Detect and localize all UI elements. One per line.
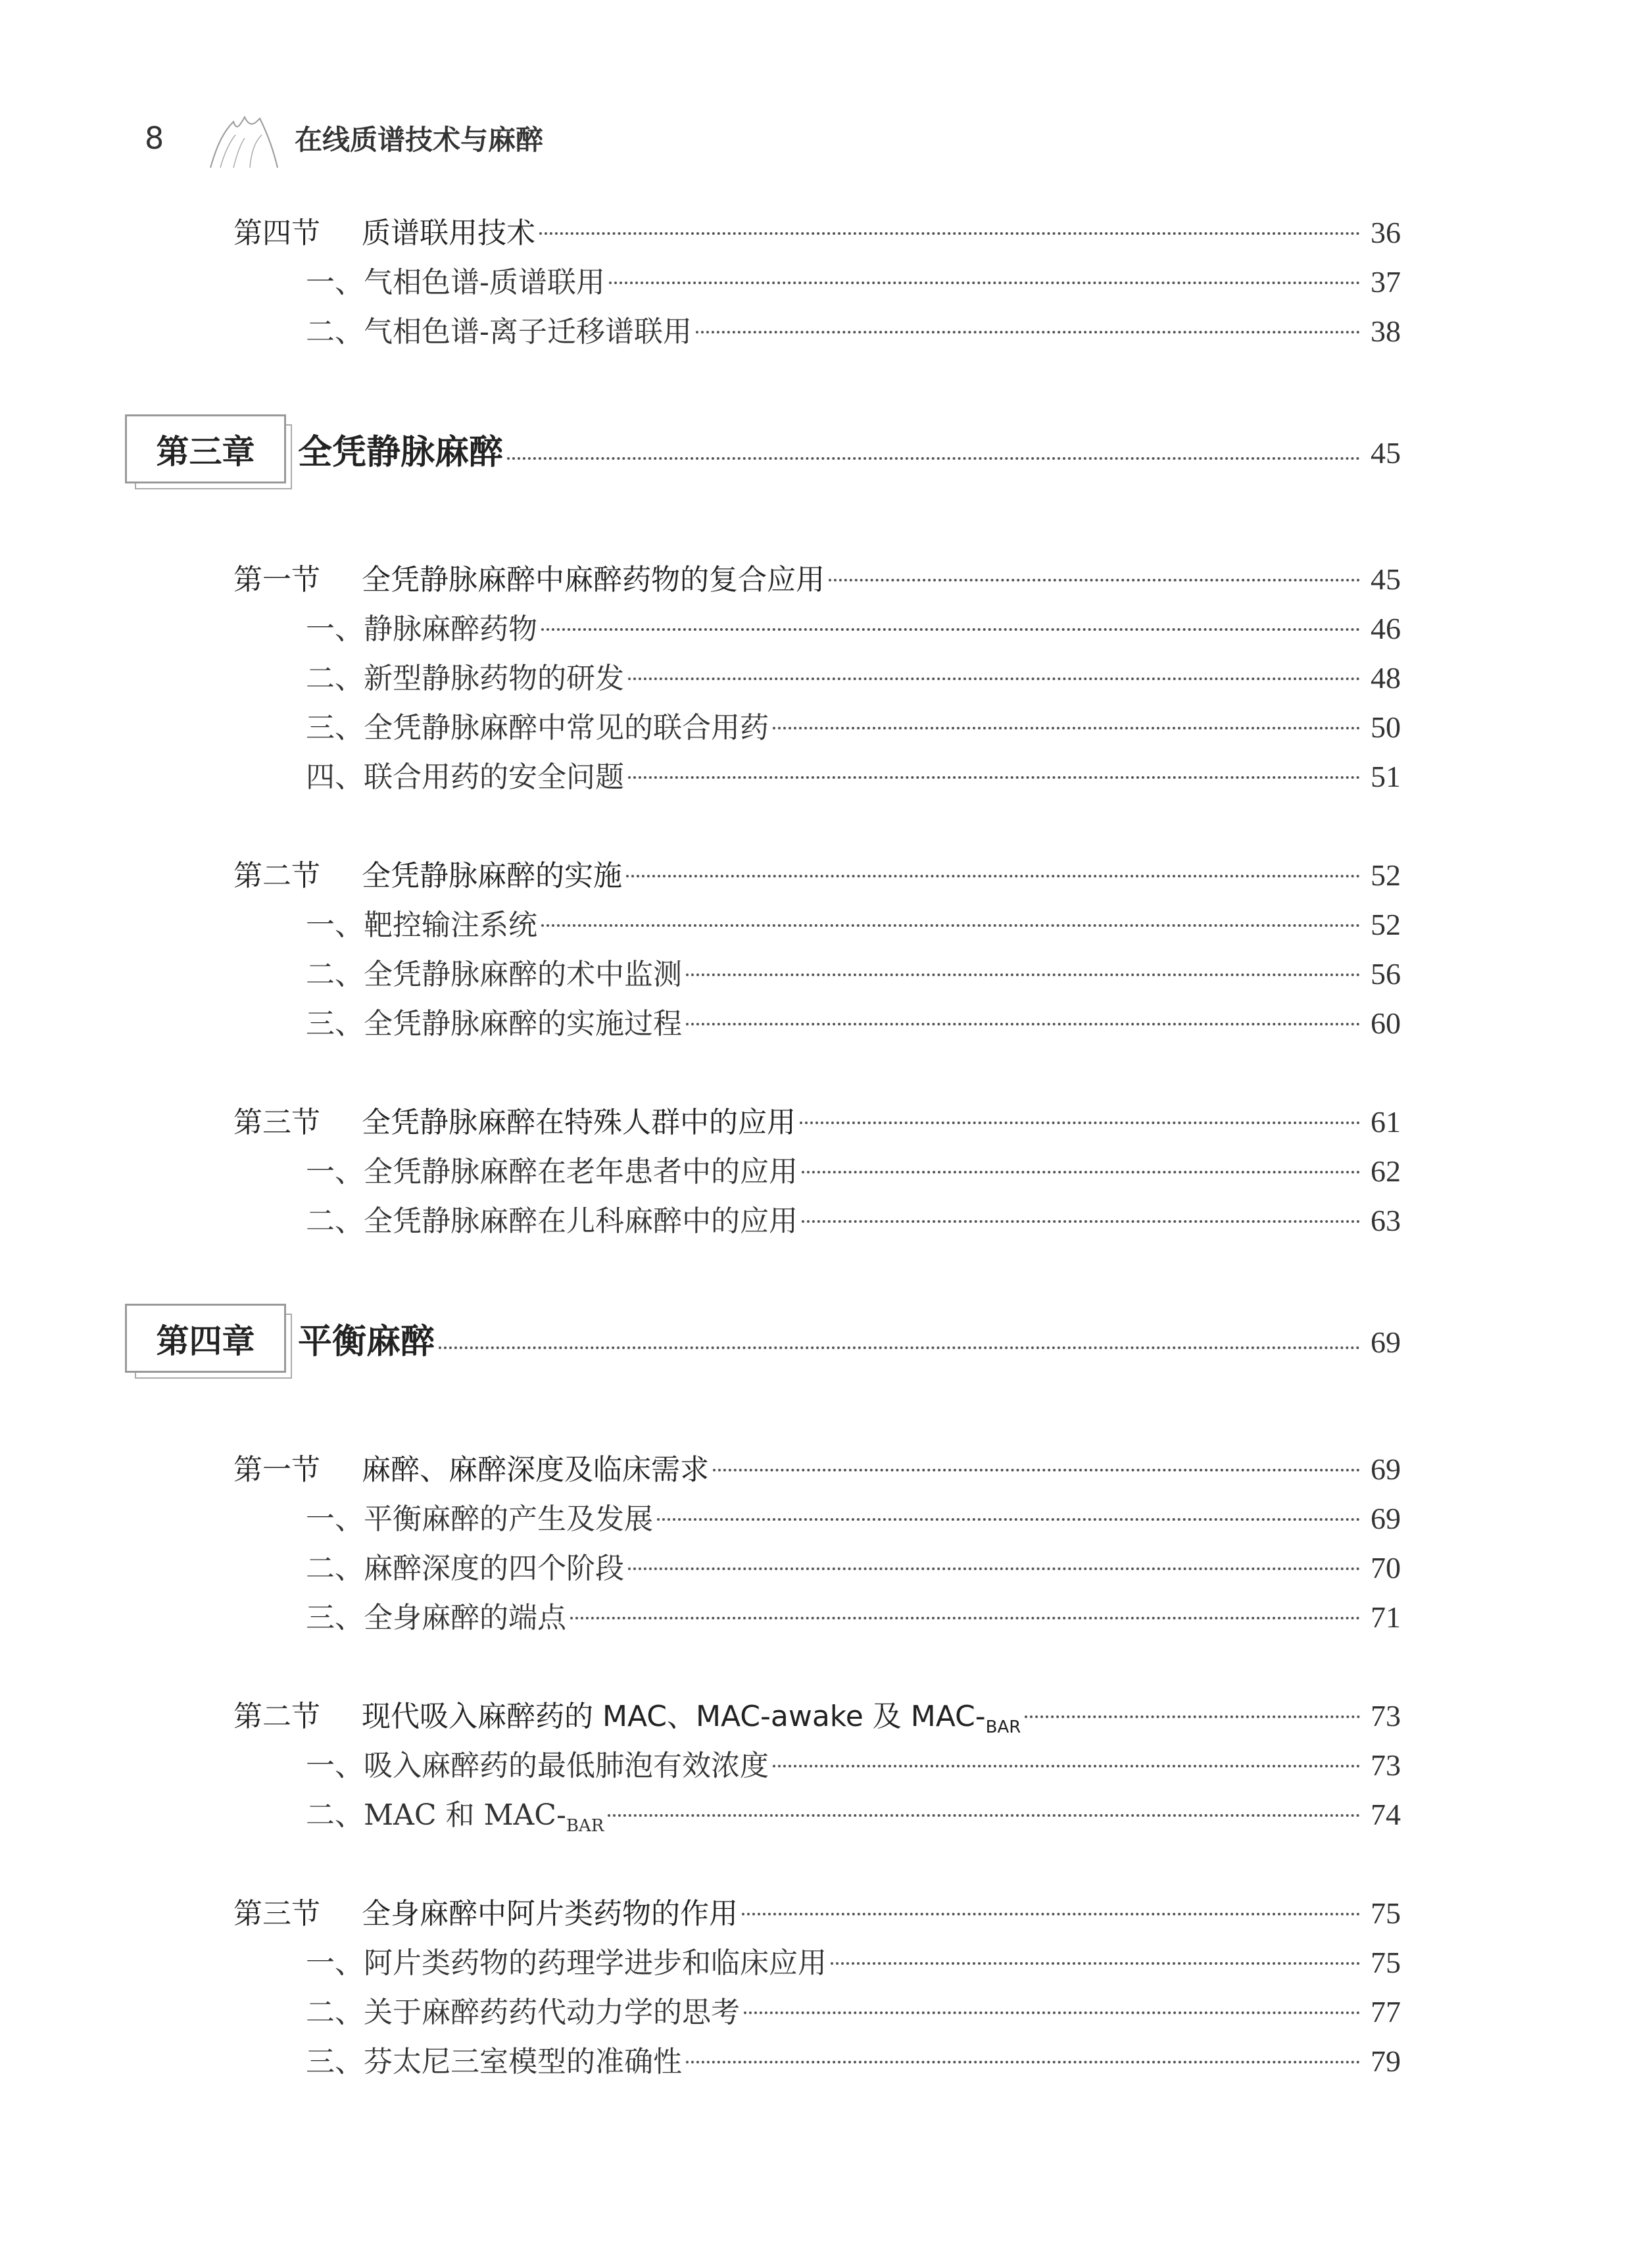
subsection-title: 三、全凭静脉麻醉中常见的联合用药	[306, 711, 769, 745]
section-title-subscript: BAR	[985, 1717, 1021, 1737]
page-ref: 69	[1371, 1452, 1401, 1486]
page-ref: 73	[1371, 1748, 1401, 1782]
section-number: 第一节	[233, 563, 320, 597]
toc-subsection[interactable]	[306, 1939, 1401, 1981]
toc-subsection[interactable]	[306, 753, 1401, 795]
dot-leader	[541, 924, 1360, 927]
book-title: 在线质谱技术与麻醉	[295, 124, 544, 156]
toc-section[interactable]	[233, 1446, 1401, 1488]
toc-subsection[interactable]	[306, 308, 1401, 350]
page-ref: 70	[1371, 1551, 1401, 1585]
toc-section[interactable]	[233, 1692, 1401, 1737]
page-ref: 50	[1371, 710, 1401, 744]
section-number: 第四节	[233, 216, 320, 250]
dot-leader	[628, 678, 1360, 680]
toc-section[interactable]	[233, 209, 1401, 251]
chapter-title: 全凭静脉麻醉	[298, 433, 504, 472]
page-ref: 77	[1371, 1995, 1401, 2029]
dot-leader	[829, 579, 1360, 581]
dot-leader	[744, 2011, 1360, 2014]
toc-subsection[interactable]	[306, 654, 1401, 697]
page-ref: 46	[1371, 612, 1401, 645]
section-number: 第一节	[233, 1453, 320, 1487]
page-ref: 52	[1371, 908, 1401, 941]
toc-section[interactable]	[233, 852, 1401, 894]
subsection-title: 一、全凭静脉麻醉在老年患者中的应用	[306, 1155, 798, 1189]
subsection-title: 二、全凭静脉麻醉的术中监测	[306, 958, 682, 991]
page-ref: 73	[1371, 1699, 1401, 1733]
dot-leader	[609, 282, 1360, 284]
toc-section[interactable]	[233, 1890, 1401, 1932]
dot-leader	[608, 1814, 1360, 1817]
page-ref: 56	[1371, 957, 1401, 991]
dot-leader	[696, 331, 1360, 333]
subsection-title: 一、平衡麻醉的产生及发展	[306, 1502, 653, 1536]
toc-subsection[interactable]	[306, 2038, 1401, 2080]
page-ref: 60	[1371, 1006, 1401, 1040]
dot-leader	[541, 628, 1360, 631]
dot-leader	[628, 776, 1360, 779]
page-ref: 62	[1371, 1154, 1401, 1188]
subsection-title: 一、气相色谱-质谱联用	[306, 266, 605, 299]
subsection-title-main: 二、MAC 和 MAC-	[306, 1798, 566, 1832]
page-number: 8	[145, 120, 164, 156]
dot-leader	[773, 1765, 1360, 1767]
toc-subsection[interactable]	[306, 1495, 1401, 1537]
page-ref: 74	[1371, 1798, 1401, 1831]
dot-leader	[570, 1617, 1360, 1619]
dot-leader	[686, 2061, 1360, 2063]
dot-leader	[800, 1122, 1360, 1124]
subsection-title: 三、全身麻醉的端点	[306, 1601, 566, 1635]
page-ref: 63	[1371, 1204, 1401, 1237]
page-ref: 71	[1371, 1600, 1401, 1634]
subsection-title: 一、静脉麻醉药物	[306, 612, 537, 646]
subsection-title: 二、麻醉深度的四个阶段	[306, 1552, 624, 1585]
subsection-title: 二、新型静脉药物的研发	[306, 662, 624, 695]
dot-leader	[802, 1171, 1360, 1173]
mountain-logo-icon	[204, 105, 283, 171]
toc-subsection[interactable]	[306, 950, 1401, 993]
toc-section[interactable]	[233, 1098, 1401, 1141]
section-title: 麻醉、麻醉深度及临床需求	[362, 1453, 709, 1487]
dot-leader	[686, 974, 1360, 976]
subsection-title: 四、联合用药的安全问题	[306, 760, 624, 794]
dot-leader	[626, 875, 1360, 877]
page-ref: 51	[1371, 760, 1401, 793]
toc-subsection[interactable]	[306, 1594, 1401, 1636]
subsection-title: 二、全凭静脉麻醉在儿科麻醉中的应用	[306, 1204, 798, 1238]
section-title: 质谱联用技术	[362, 216, 535, 250]
page-ref: 69	[1371, 1325, 1401, 1359]
dot-leader	[657, 1518, 1360, 1521]
toc-chapter-4[interactable]	[125, 1304, 1401, 1373]
toc-subsection[interactable]	[306, 1197, 1401, 1239]
section-number: 第二节	[233, 859, 320, 893]
subsection-title: 一、阿片类药物的药理学进步和临床应用	[306, 1946, 827, 1980]
subsection-title	[306, 1791, 604, 1836]
dot-leader	[539, 232, 1360, 235]
dot-leader	[1025, 1715, 1360, 1718]
dot-leader	[742, 1913, 1360, 1915]
page-ref: 48	[1371, 661, 1401, 695]
page-ref: 79	[1371, 2044, 1401, 2078]
toc-chapter-3[interactable]	[125, 414, 1401, 483]
subsection-title: 二、气相色谱-离子迁移谱联用	[306, 315, 692, 349]
page-ref: 38	[1371, 314, 1401, 348]
subsection-title: 二、关于麻醉药药代动力学的思考	[306, 1996, 740, 2029]
toc-subsection[interactable]	[306, 259, 1401, 301]
subsection-title: 一、靶控输注系统	[306, 908, 537, 942]
subsection-title: 三、芬太尼三室模型的准确性	[306, 2045, 682, 2079]
dot-leader	[802, 1220, 1360, 1223]
subsection-title: 一、吸入麻醉药的最低肺泡有效浓度	[306, 1749, 769, 1783]
section-title: 全凭静脉麻醉在特殊人群中的应用	[362, 1106, 796, 1139]
page-ref: 45	[1371, 562, 1401, 596]
dot-leader	[713, 1469, 1360, 1471]
dot-leader	[628, 1567, 1360, 1570]
page-ref: 37	[1371, 265, 1401, 299]
page-ref: 36	[1371, 216, 1401, 249]
section-number: 第三节	[233, 1106, 320, 1139]
toc-subsection[interactable]	[306, 1988, 1401, 2031]
page-ref: 75	[1371, 1946, 1401, 1979]
section-title-main: 现代吸入麻醉药的 MAC、MAC-awake 及 MAC-	[362, 1700, 986, 1733]
toc-subsection[interactable]	[306, 1000, 1401, 1042]
toc-subsection[interactable]	[306, 605, 1401, 647]
toc-subsection[interactable]	[306, 1148, 1401, 1190]
dot-leader	[773, 727, 1360, 729]
toc-subsection[interactable]	[306, 1791, 1401, 1836]
section-title: 全身麻醉中阿片类药物的作用	[362, 1897, 738, 1931]
toc-subsection[interactable]	[306, 1544, 1401, 1587]
dot-leader	[686, 1023, 1360, 1025]
section-title: 全凭静脉麻醉的实施	[362, 859, 622, 893]
section-number: 第三节	[233, 1897, 320, 1931]
page-ref: 69	[1371, 1502, 1401, 1535]
toc-subsection[interactable]	[306, 1742, 1401, 1784]
chapter-title: 平衡麻醉	[298, 1322, 435, 1362]
dot-leader	[831, 1962, 1360, 1965]
subsection-title: 三、全凭静脉麻醉的实施过程	[306, 1007, 682, 1041]
toc-subsection[interactable]	[306, 704, 1401, 746]
toc-subsection[interactable]	[306, 901, 1401, 943]
chapter-label: 第四章	[125, 1304, 286, 1373]
dot-leader	[439, 1346, 1360, 1349]
chapter-label: 第三章	[125, 414, 286, 483]
toc-section[interactable]	[233, 556, 1401, 598]
page-ref: 61	[1371, 1105, 1401, 1139]
section-title	[362, 1692, 1021, 1737]
page-ref: 75	[1371, 1896, 1401, 1930]
section-title: 全凭静脉麻醉中麻醉药物的复合应用	[362, 563, 825, 597]
dot-leader	[507, 457, 1360, 460]
page-ref: 52	[1371, 858, 1401, 892]
subsection-title-subscript: BAR	[566, 1815, 604, 1836]
page-ref: 45	[1371, 436, 1401, 470]
page-header	[145, 99, 543, 178]
section-number: 第二节	[233, 1700, 320, 1733]
